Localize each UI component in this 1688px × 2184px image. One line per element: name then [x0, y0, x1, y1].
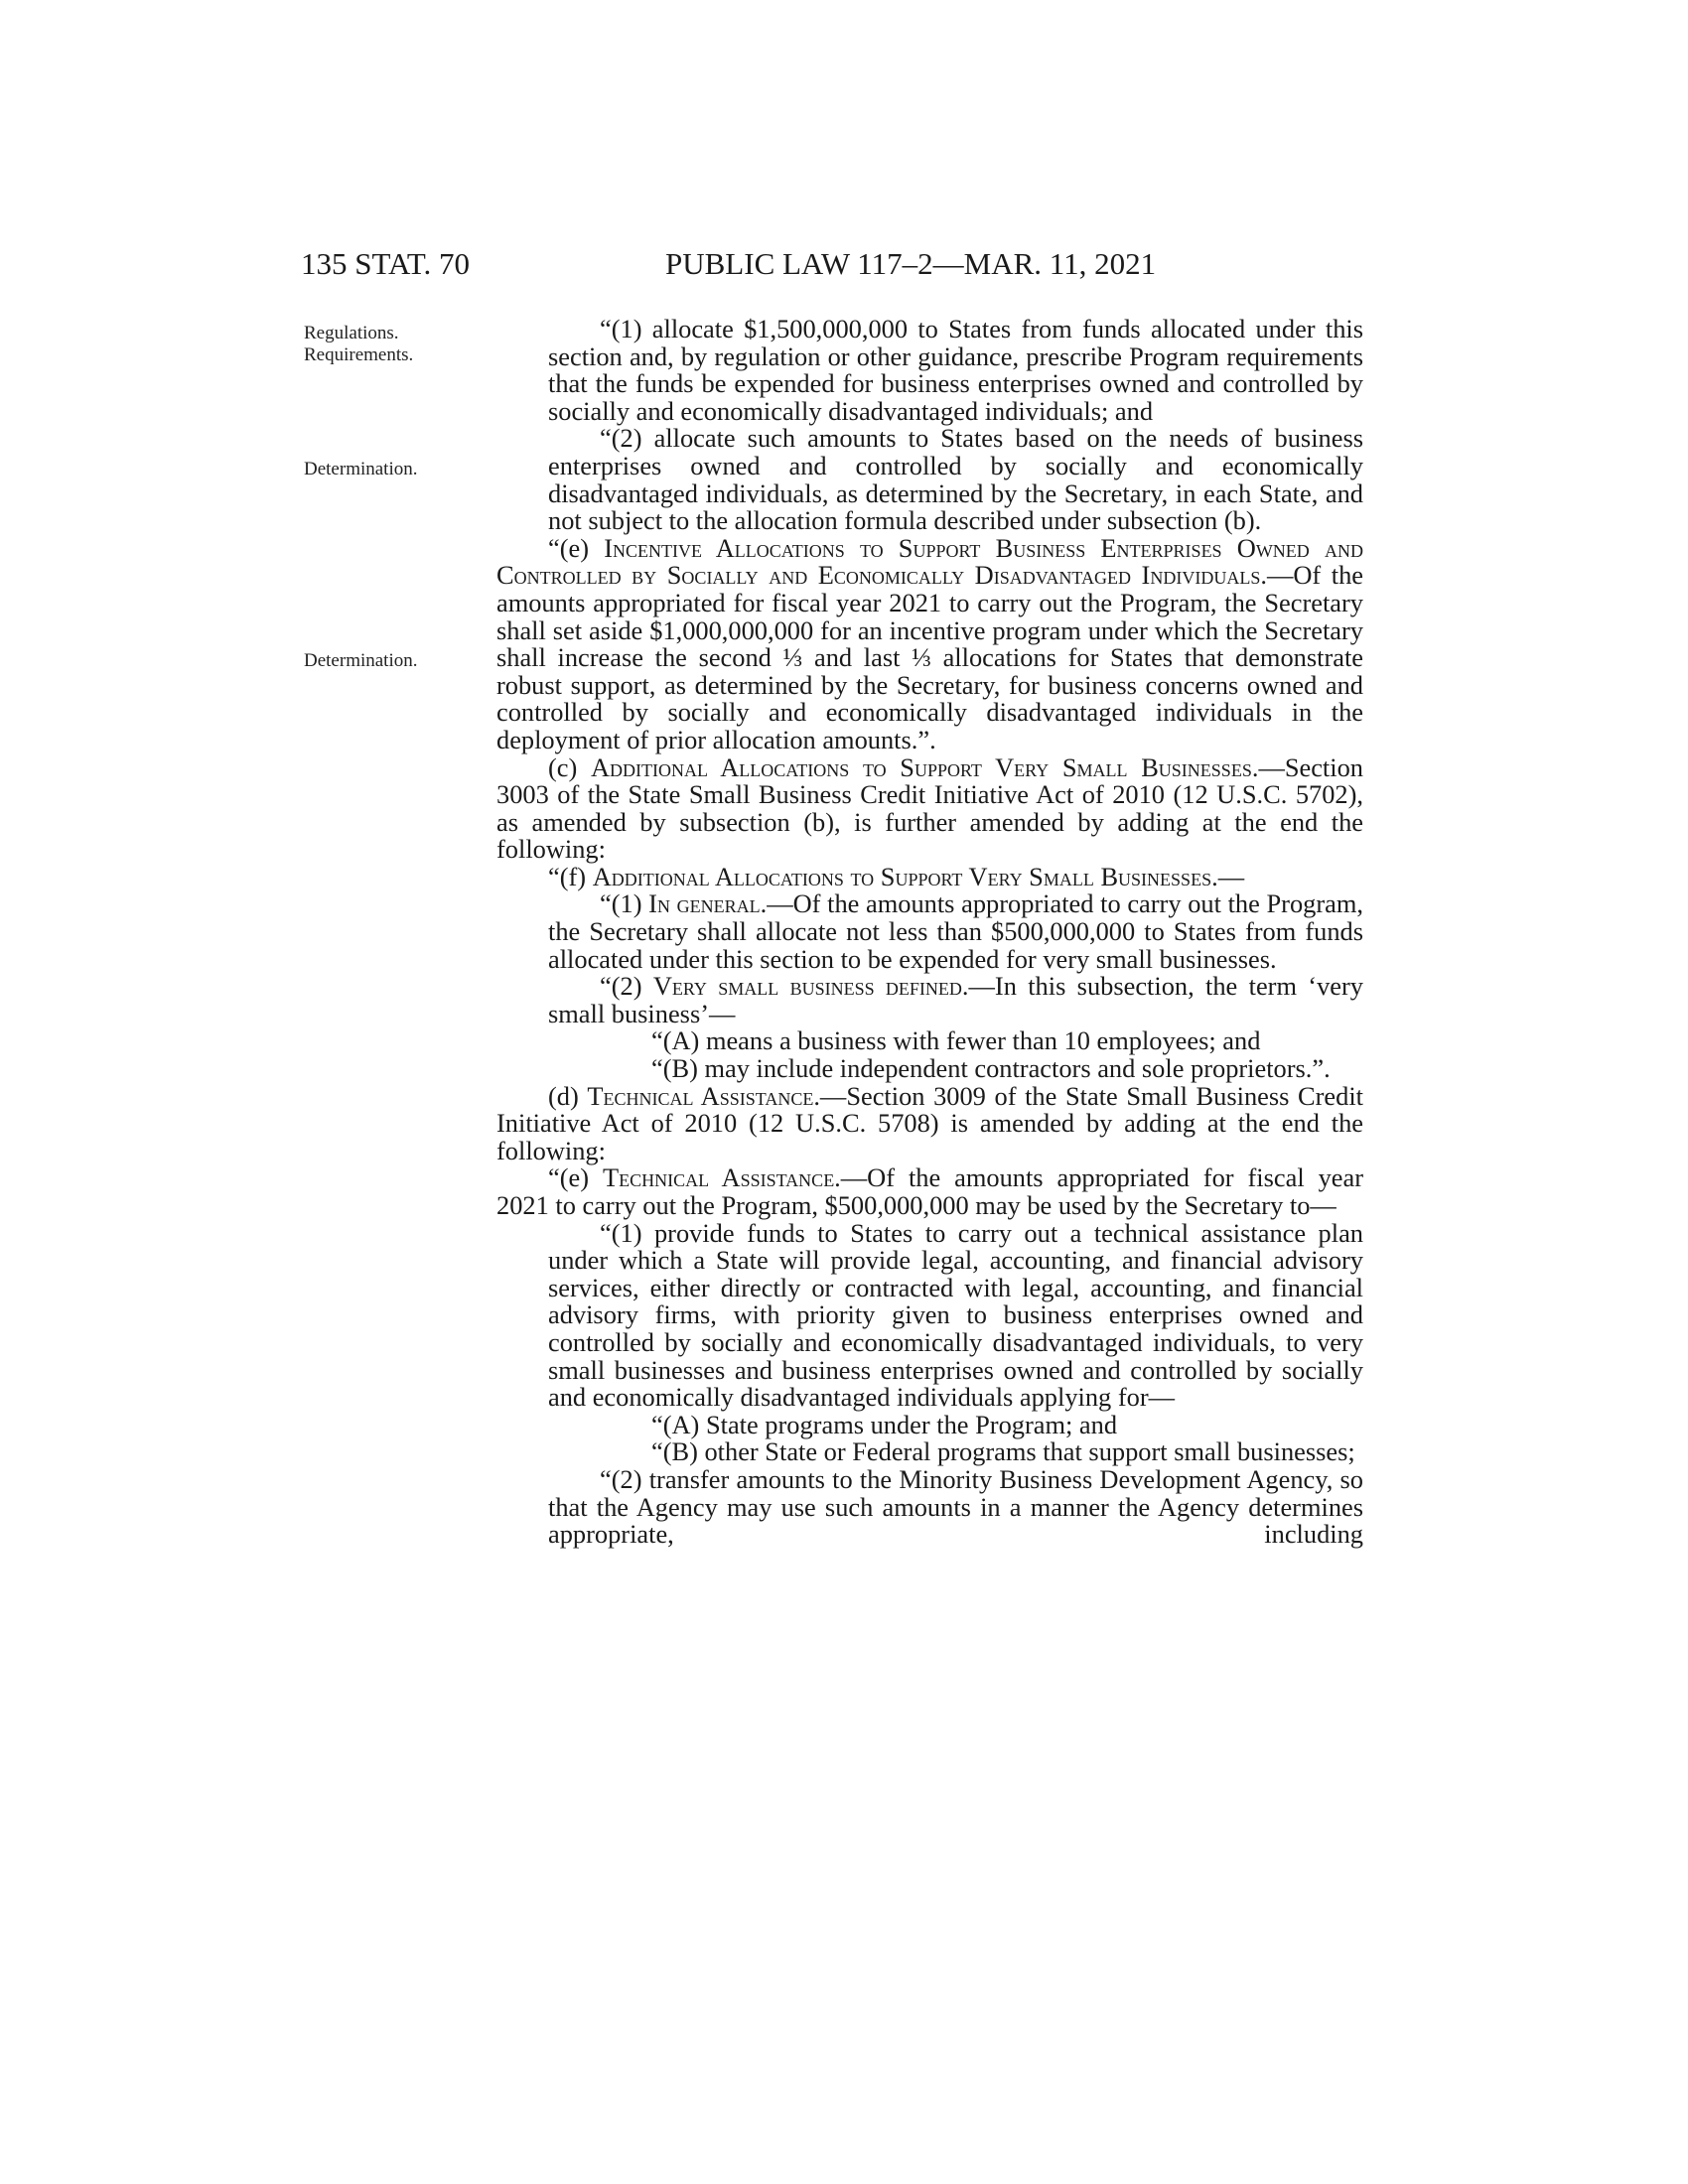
paragraph: [496, 973, 1363, 1027]
margin-note-requirements: Requirements.: [304, 344, 414, 365]
section-heading: Technical Assistance.: [587, 1080, 820, 1111]
section-heading: Additional Allocations to Support Very Small Businesses.: [590, 751, 1259, 782]
paragraph: [496, 751, 1363, 865]
section-heading: Additional Allocations to Support Very Small Businesses.: [592, 861, 1218, 891]
paragraph: [496, 861, 1363, 891]
paragraph-body: —Section 3009 of the State Small Business Credit Initiative Act of 2010 (12 U.S.C. 5708) is amended by adding at the end the following:: [496, 1080, 1363, 1165]
paragraph: “(B) other State or Federal programs that support small businesses;: [651, 1436, 1355, 1467]
stat-reference: 135 STAT. 70: [301, 246, 471, 281]
paragraph: “(1) allocate $1,500,000,000 to States from funds allocated under this section and, by regulation or other guidance, prescribe Program requirements that the funds be expended for business enterprises owned and controlled by socially and economically disadvantaged individuals; and: [548, 314, 1363, 426]
paragraph-lead: (c): [548, 751, 591, 782]
paragraph-lead: “(f): [548, 861, 593, 891]
paragraph-body: —Section 3003 of the State Small Business Credit Initiative Act of 2010 (12 U.S.C. 5702), as amended by subsection (b), is further amended by adding at the end the following:: [496, 751, 1363, 865]
paragraph-body: —Of the amounts appropriated for fiscal year 2021 to carry out the Program, $500,000,000 may be used by the Secretary to—: [496, 1162, 1363, 1220]
margin-note-regulations: Regulations.: [304, 323, 399, 343]
paragraph-lead: “(1): [600, 888, 649, 919]
paragraph: [496, 1080, 1363, 1165]
paragraph: “(A) means a business with fewer than 10 employees; and: [651, 1025, 1261, 1056]
section-heading: Very small business defined.: [652, 971, 969, 1002]
paragraph-lead: (d): [548, 1080, 588, 1111]
paragraph-body: —In this subsection, the term ‘very small business’—: [548, 971, 1363, 1028]
paragraph: “(B) may include independent contractors and sole proprietors.”.: [651, 1053, 1331, 1084]
paragraph: [496, 1164, 1363, 1219]
paragraph: “(2) transfer amounts to the Minority Business Development Agency, so that the Agency may use such amounts in a manner the Agency determines appropriate, including: [548, 1463, 1363, 1550]
margin-note-determination: Determination.: [304, 459, 418, 479]
paragraph-lead: “(e): [548, 1162, 603, 1193]
paragraph: “(A) State programs under the Program; and: [651, 1409, 1118, 1439]
paragraph-body: —Of the amounts appropriated for fiscal year 2021 to carry out the Program, the Secretary shall set aside $1,000,000,000 for an incentive program under which the Secretary shall increase the second ⅓ and last ⅓ allocations for States that demonstrate robust support, as determined by the Secretary, for business concerns owned and controlled by socially and economically disadvantaged individuals in the deployment of prior allocation amounts.”.: [496, 560, 1364, 754]
paragraph-body: —: [1217, 861, 1245, 891]
law-title: PUBLIC LAW 117–2—MAR. 11, 2021: [665, 246, 1157, 281]
paragraph-lead: “(e): [548, 532, 605, 563]
paragraph-body: —Of the amounts appropriated to carry out the Program, the Secretary shall allocate not less than $500,000,000 to States from funds allocated under this section to be expended for very small businesses.: [548, 888, 1363, 974]
section-heading: Incentive Allocations to Support Business Enterprises Owned and Controlled by Socially and Economically Disadvantaged Individuals.: [496, 532, 1363, 591]
paragraph: [496, 890, 1363, 973]
paragraph: [496, 532, 1364, 754]
paragraph: “(1) provide funds to States to carry out a technical assistance plan under which a State will provide legal, accounting, and financial advisory services, either directly or contracted with legal, accounting, and financial advisory firms, with priority given to business enterprises owned and controlled by socially and economically disadvantaged individuals, to very small businesses and business enterprises owned and controlled by socially and economically disadvantaged individuals applying for—: [548, 1217, 1363, 1413]
section-heading: Technical Assistance.: [602, 1162, 841, 1193]
section-heading: In general.: [648, 888, 768, 919]
margin-note-determination: Determination.: [304, 650, 418, 671]
document-body: [496, 316, 1363, 1549]
paragraph-lead: “(2): [600, 971, 653, 1002]
paragraph: “(2) allocate such amounts to States based on the needs of business enterprises owned and controlled by socially and economically disadvantaged individuals, as determined by the Secretary, in each State, and not subject to the allocation formula described under subsection (b).: [548, 423, 1363, 536]
